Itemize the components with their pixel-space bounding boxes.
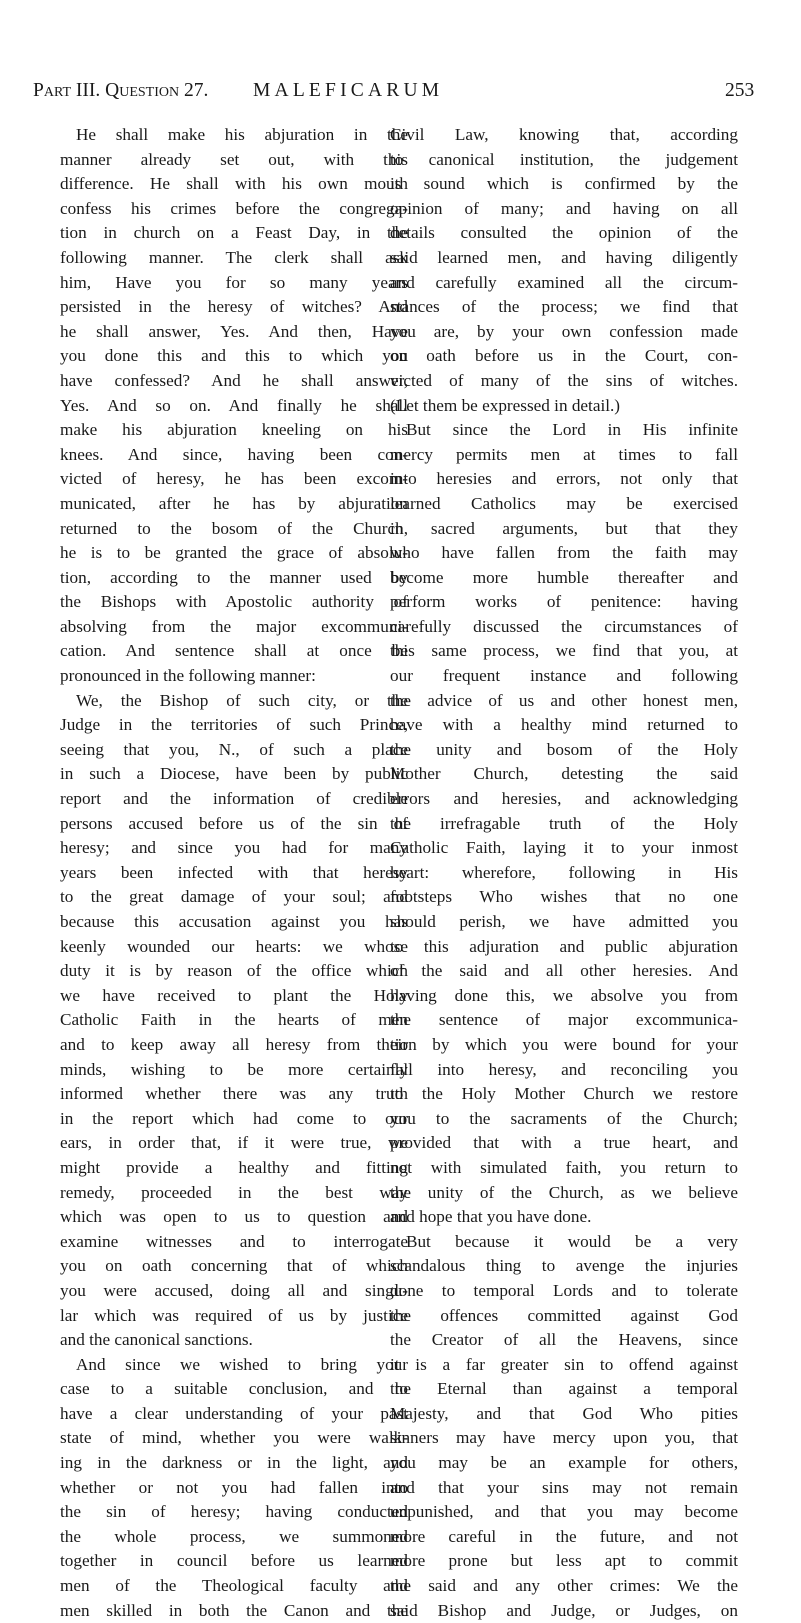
text-line: carefully discussed the circumstances of	[390, 616, 738, 636]
text-line: Judge in the territories of such Prince,	[60, 715, 408, 735]
text-line: the whole process, we summoned	[60, 1526, 408, 1546]
text-line: ing in the darkness or in the light, and	[60, 1453, 408, 1473]
text-line: sinners may have mercy upon you, that	[390, 1428, 738, 1448]
text-line: done to temporal Lords and to tolerate	[390, 1280, 738, 1300]
text-line: he is to be granted the grace of absolu-	[60, 543, 408, 563]
text-line: difference. He shall with his own mouth	[60, 174, 408, 194]
text-line: persisted in the heresy of witches? And	[60, 297, 408, 317]
text-line: you done this and this to which you	[60, 346, 408, 366]
text-line: to the great damage of your soul; and	[60, 887, 408, 907]
text-line: men skilled in both the Canon and the	[60, 1600, 408, 1620]
text-line: fall into heresy, and reconciling you	[390, 1059, 738, 1079]
text-line: learned Catholics may be exercised	[390, 493, 738, 513]
text-line: following manner. The clerk shall ask	[60, 247, 408, 267]
header-part: Part III.	[33, 80, 101, 101]
text-line: which was open to us to question and	[60, 1207, 408, 1227]
text-line: the said and any other crimes: We the	[390, 1576, 738, 1596]
text-line: become more humble thereafter and	[390, 567, 738, 587]
text-line: you on oath concerning that of which	[60, 1256, 408, 1276]
text-line: to canonical institution, the judgement	[390, 149, 738, 169]
text-line: footsteps Who wishes that no one	[390, 887, 738, 907]
text-line: men of the Theological faculty and	[60, 1576, 408, 1596]
text-line: and the canonical sanctions.	[60, 1330, 253, 1350]
text-line: Mother Church, detesting the said	[390, 764, 738, 784]
text-line: informed whether there was any truth	[60, 1084, 408, 1104]
text-line: have confessed? And he shall answer,	[60, 370, 408, 390]
text-line: more prone but less apt to commit	[390, 1551, 738, 1571]
text-line: opinion of many; and having on all	[390, 198, 738, 218]
text-line: whether or not you had fallen into	[60, 1477, 408, 1497]
text-line: the Bishops with Apostolic authority of	[60, 592, 408, 612]
text-line: you may be an example for others,	[390, 1453, 738, 1473]
running-header	[0, 78, 801, 104]
text-line: And since we wished to bring your	[76, 1354, 408, 1374]
header-part-question	[33, 78, 208, 104]
left-column	[60, 123, 408, 1623]
text-line: municated, after he has by abjuration	[60, 493, 408, 513]
text-line: case to a suitable conclusion, and to	[60, 1379, 408, 1399]
text-line: you were accused, doing all and singu-	[60, 1280, 408, 1300]
text-line: provided that with a true heart, and	[390, 1133, 738, 1153]
text-line: seeing that you, N., of such a place	[60, 739, 408, 759]
text-line: the Eternal than against a temporal	[390, 1379, 738, 1399]
text-line: should perish, we have admitted you	[390, 912, 738, 931]
text-line: to this adjuration and public abjuration	[390, 936, 738, 956]
text-line: the offences committed against God	[390, 1305, 738, 1325]
text-line: in such a Diocese, have been by public	[60, 764, 408, 784]
text-line: together in council before us learned	[60, 1551, 408, 1571]
text-line: and to keep away all heresy from their	[60, 1034, 408, 1054]
text-line: the Creator of all the Heavens, since	[390, 1330, 738, 1350]
text-line: Majesty, and that God Who pities	[390, 1403, 738, 1423]
text-line: mercy permits men at times to fall	[390, 444, 738, 464]
text-line: unpunished, and that you may become	[390, 1502, 738, 1522]
text-line: this same process, we find that you, at	[390, 641, 738, 661]
text-line: ears, in order that, if it were true, we	[60, 1133, 408, 1153]
text-line: he shall answer, Yes. And then, Have	[60, 321, 408, 341]
text-line: because this accusation against you has	[60, 912, 408, 931]
text-line: duty it is by reason of the office which	[60, 961, 408, 981]
text-line: Catholic Faith in the hearts of men	[60, 1010, 408, 1030]
text-line: is sound which is confirmed by the	[390, 174, 738, 194]
header-title: MALEFICARUM	[253, 80, 444, 101]
text-line: the unity and bosom of the Holy	[390, 739, 738, 759]
text-line: said Bishop and Judge, or Judges, on	[390, 1600, 738, 1620]
text-line: the sin of heresy; having conducted	[60, 1502, 408, 1522]
text-line: you are, by your own confession made	[390, 321, 738, 341]
text-line: who have fallen from the faith may	[390, 543, 738, 563]
text-line: on oath before us in the Court, con-	[390, 346, 738, 366]
text-line: stances of the process; we find that	[390, 297, 738, 317]
text-line: perform works of penitence: having	[390, 592, 738, 612]
text-line: returned to the bosom of the Church,	[60, 518, 408, 538]
text-line: we have received to plant the Holy	[60, 985, 408, 1005]
text-line: Yes. And so on. And finally he shall	[60, 395, 408, 415]
text-line: not with simulated faith, you return to	[390, 1157, 738, 1177]
text-line: the unity of the Church, as we believe	[390, 1182, 738, 1202]
text-line: of the said and all other heresies. And	[390, 961, 738, 981]
text-line: more careful in the future, and not	[390, 1526, 738, 1546]
text-line: you to the sacraments of the Church;	[390, 1108, 738, 1128]
text-line: the sentence of major excommunica-	[390, 1010, 738, 1030]
text-line: having done this, we absolve you from	[390, 985, 738, 1005]
text-line: might provide a healthy and fitting	[60, 1157, 408, 1177]
text-line: lar which was required of us by justice	[60, 1305, 408, 1325]
text-line: in sacred arguments, but that they	[390, 518, 738, 538]
text-line: heresy; and since you had for many	[60, 838, 408, 858]
text-line: have with a healthy mind returned to	[390, 715, 738, 735]
text-line: tion in church on a Feast Day, in the	[60, 223, 408, 243]
text-line: tion, according to the manner used by	[60, 567, 408, 587]
text-line: state of mind, whether you were walk-	[60, 1428, 408, 1448]
text-line: remedy, proceeded in the best way	[60, 1182, 408, 1202]
text-line: absolving from the major excommuni-	[60, 616, 408, 636]
page-number: 253	[725, 80, 755, 101]
text-line: years been infected with that heresy	[60, 862, 408, 882]
text-line: (Let them be expressed in detail.)	[390, 395, 621, 415]
text-line: But since the Lord in His infinite	[406, 420, 738, 440]
text-line: victed of many of the sins of witches.	[390, 370, 738, 390]
text-line: have a clear understanding of your past	[60, 1403, 408, 1423]
text-line: to the Holy Mother Church we restore	[390, 1084, 738, 1104]
text-line: in the report which had come to our	[60, 1108, 408, 1128]
text-line: Civil Law, knowing that, according	[390, 125, 738, 144]
text-line: make his abjuration kneeling on his	[60, 420, 408, 440]
text-line: the advice of us and other honest men,	[390, 690, 738, 710]
text-line: and that your sins may not remain	[390, 1477, 738, 1497]
text-line: details consulted the opinion of the	[390, 223, 738, 243]
text-line: and hope that you have done.	[390, 1207, 592, 1227]
text-line: tion by which you were bound for your	[390, 1034, 738, 1054]
text-line: pronounced in the following manner:	[60, 666, 316, 686]
text-line: manner already set out, with this	[60, 149, 408, 169]
text-line: errors and heresies, and acknowledging	[390, 789, 738, 809]
text-line: it is a far greater sin to offend against	[390, 1354, 738, 1374]
text-line: and carefully examined all the circum-	[390, 272, 738, 292]
text-line: keenly wounded our hearts: we whose	[60, 936, 408, 956]
text-line: said learned men, and having diligently	[390, 247, 738, 267]
text-line: our frequent instance and following	[390, 666, 738, 686]
header-question: Question 27.	[105, 80, 209, 101]
text-line: scandalous thing to avenge the injuries	[390, 1256, 738, 1276]
text-line: He shall make his abjuration in the	[76, 125, 408, 144]
text-line: We, the Bishop of such city, or the	[76, 690, 408, 710]
text-line: report and the information of credible	[60, 789, 408, 809]
text-line: examine witnesses and to interrogate	[60, 1231, 408, 1251]
text-line: confess his crimes before the congrega-	[60, 198, 408, 218]
text-line: knees. And since, having been con-	[60, 444, 408, 464]
text-line: minds, wishing to be more certainly	[60, 1059, 408, 1079]
text-line: cation. And sentence shall at once be	[60, 641, 408, 661]
text-line: victed of heresy, he has been excom-	[60, 469, 408, 489]
text-line: the irrefragable truth of the Holy	[390, 813, 738, 833]
right-column	[390, 123, 738, 1623]
text-line: him, Have you for so many years	[60, 272, 408, 292]
text-line: But because it would be a very	[406, 1231, 738, 1251]
text-line: persons accused before us of the sin of	[60, 813, 408, 833]
text-line: heart: wherefore, following in His	[390, 862, 738, 882]
text-line: into heresies and errors, not only that	[390, 469, 738, 489]
text-line: Catholic Faith, laying it to your inmost	[390, 838, 738, 858]
